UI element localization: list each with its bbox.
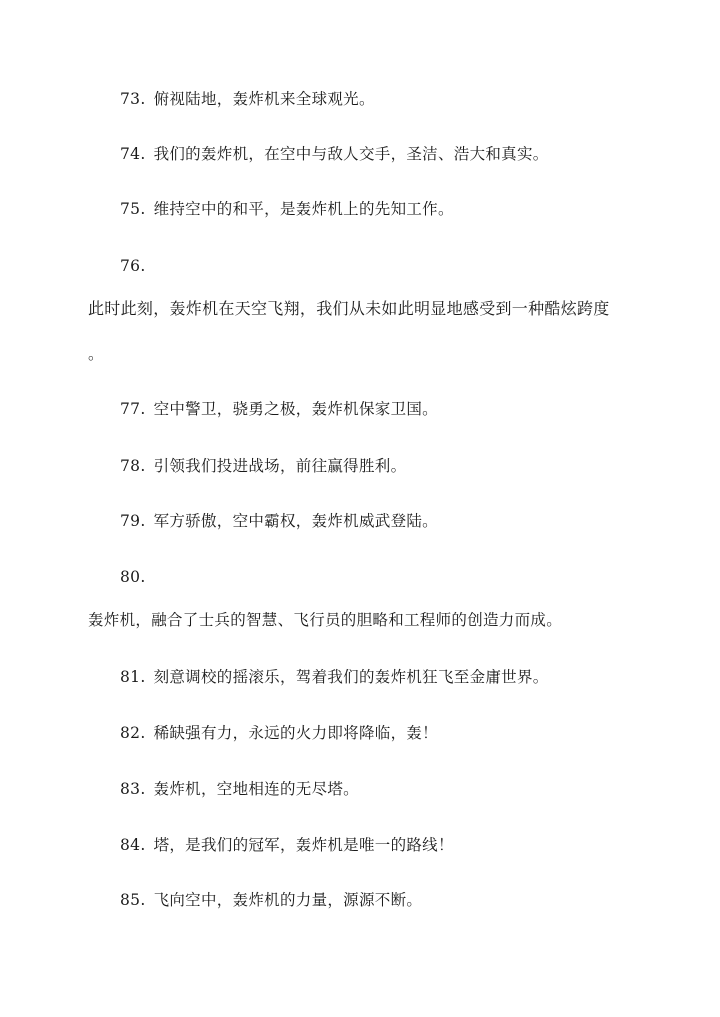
- list-item: [120, 835, 454, 855]
- list-item: [120, 399, 438, 419]
- item-number: 85.: [120, 891, 146, 909]
- item-number: 80.: [120, 568, 146, 586]
- item-number: 74.: [120, 145, 146, 163]
- item-text: 轰炸机，融合了士兵的智慧、飞行员的胆略和工程师的创造力而成。: [88, 611, 563, 629]
- item-text-continuation: 。: [88, 345, 104, 363]
- list-item: [120, 144, 549, 164]
- item-text: 引领我们投进战场，前往赢得胜利。: [153, 457, 407, 475]
- item-text: 飞向空中，轰炸机的力量，源源不断。: [153, 891, 423, 909]
- item-number: 73.: [120, 90, 146, 108]
- item-number: 84.: [120, 836, 146, 854]
- item-number: 82.: [120, 724, 146, 742]
- list-item: [120, 199, 454, 219]
- item-text: 刻意调校的摇滚乐，驾着我们的轰炸机狂飞至金庸世界。: [153, 668, 549, 686]
- item-text: 俯视陆地，轰炸机来全球观光。: [153, 90, 375, 108]
- item-number: 75.: [120, 200, 146, 218]
- list-item: [120, 89, 375, 109]
- list-item: [120, 723, 438, 743]
- item-text: 塔，是我们的冠军，轰炸机是唯一的路线！: [153, 836, 454, 854]
- list-item: [120, 667, 549, 687]
- list-item: [120, 456, 406, 476]
- item-number: 78.: [120, 457, 146, 475]
- item-number: 77.: [120, 400, 146, 418]
- item-text: 稀缺强有力，永远的火力即将降临，轰！: [153, 724, 438, 742]
- item-number: 81.: [120, 668, 146, 686]
- item-number: 83.: [120, 780, 146, 798]
- item-text: 军方骄傲，空中霸权，轰炸机威武登陆。: [153, 512, 438, 530]
- item-text: 我们的轰炸机，在空中与敌人交手，圣洁、浩大和真实。: [153, 145, 549, 163]
- list-item: [120, 511, 438, 531]
- item-text: 空中警卫，骁勇之极，轰炸机保家卫国。: [153, 400, 438, 418]
- item-number: 76.: [120, 257, 146, 275]
- list-item: [120, 779, 359, 799]
- item-text: 此时此刻，轰炸机在天空飞翔，我们从未如此明显地感受到一种酷炫跨度: [88, 299, 610, 318]
- item-text: 维持空中的和平，是轰炸机上的先知工作。: [153, 200, 454, 218]
- list-item: [120, 890, 422, 910]
- item-number: 79.: [120, 512, 146, 530]
- item-text: 轰炸机，空地相连的无尽塔。: [153, 780, 359, 798]
